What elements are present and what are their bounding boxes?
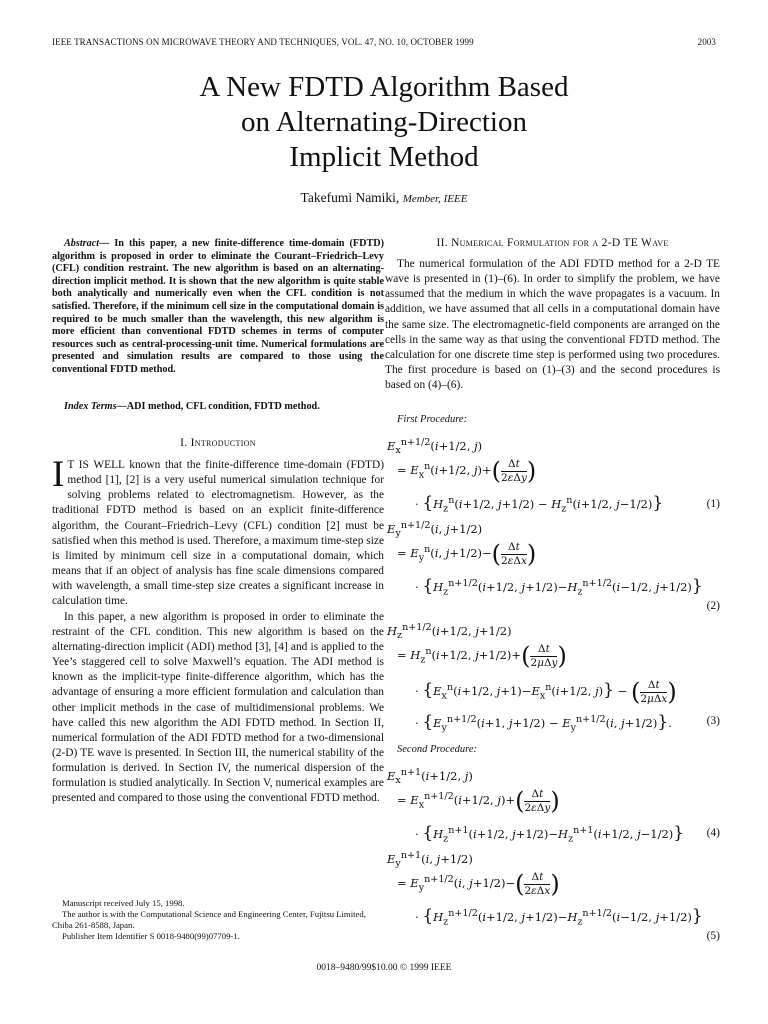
- title-line: Implicit Method: [289, 141, 479, 173]
- equation-number: (2): [706, 600, 720, 612]
- page-number: 2003: [697, 37, 716, 47]
- index-terms-label: Index Terms—: [64, 401, 127, 412]
- equation-number: (5): [706, 930, 720, 942]
- index-terms-text: ADI method, CFL condition, FDTD method.: [126, 401, 320, 412]
- footnote-affiliation: The author is with the Computational Science and Engineering Center, Fujitsu Limited, Chiba 261-8588, Japan.: [52, 909, 366, 930]
- equation-number: (4): [706, 827, 720, 839]
- author-name: Takefumi Namiki,: [300, 190, 400, 205]
- copyright-line: 0018–9480/99$10.00 © 1999 IEEE: [316, 963, 452, 973]
- second-procedure-label: Second Procedure:: [397, 744, 477, 755]
- section-heading-introduction: I. Introduction: [180, 437, 256, 449]
- introduction-body: [52, 454, 384, 807]
- equation-3: $H_z^{n+1/2}(i+1/2$, j+1/2) = $H_z^n(i+1/2$, j+1/2)+( $\frac{\Delta t}{\text{2μΔy}}$ ) · {$E_x^n(i+1/2$, $j+1)-E_x^n(i+1/2$, j)} − ( $\frac{\Delta t}{\text{2μΔx}}$ ) · {$E_y^{n+1/2}(i+1$, $j+1/2) - E_y^{n+1/2}(i$, j+1/2)}. (3): [387, 622, 720, 734]
- index-terms: [52, 401, 384, 412]
- equation-2: $E_y^{n+1/2}(i$, j+1/2) = $E_y^n(i$, j+1/2)−( $\frac{\Delta t}{\text{2εΔx}}$ ) · {$H_z^{n+1/2}(i+1/2$, $j+1/2)-H_z^{n+1/2}(i-1/2$, j+1/2)} (2): [387, 520, 720, 612]
- drop-cap: I: [52, 454, 65, 495]
- author-membership: Member, IEEE: [402, 193, 468, 205]
- abstract-label: Abstract—: [64, 238, 110, 249]
- author-line: [0, 190, 768, 206]
- intro-paragraph-1-text: T IS WELL known that the finite-difference time-domain (FDTD) method [1], [2] is a very useful numerical simulation technique for solving problems related to electromagnetism. However, as the traditional FDTD method is based on an explicit finite-difference algorithm, the Courant–Friedrich–Levy (CFL) condition [2] must be satisfied when this method is used. Therefore, a maximum time-step size is limited by minimum cell size in a computational domain, which means that if an object of analysis has fine scale dimensions compared with wavelength, a small time-step size creates a significant increase in calculation time.: [52, 459, 384, 608]
- intro-paragraph-2: In this paper, a new algorithm is proposed in order to eliminate the restraint of the CFL condition. This new algorithm is based on the alternating-direction implicit (ADI) method [3], [4] and is applied to the Yee’s staggered cell to solve Maxwell’s equation. The ADI method is known as the implicit-type finite-difference algorithm, which has the advantage of ensuring a more efficient formulation and calculation than other implicit methods in the case of multidimensional problems. We have called this new algorithm the ADI FDTD method. In Section II, numerical formulation of the ADI FDTD method for a two-dimensional (2-D) TE wave is presented. In Section III, the numerical stability of the formulation is derived. In Section IV, the numerical dispersion of the formulation is studied analytically. In Section V, numerical examples are presented and compared to those using the conventional FDTD method.: [52, 610, 384, 805]
- equation-number: (1): [706, 498, 720, 510]
- footnotes: [52, 898, 384, 942]
- formulation-paragraph: The numerical formulation of the ADI FDTD method for a 2-D TE wave is presented in (1)–(6). In order to simplify the problem, we have assumed that the medium in which the wave propagates is a vacuum. In addition, we have assumed that all cells in a computational domain have the same size. The electromagnetic-field components are arranged on the cells in the same way as that using the conventional FDTD method. The calculation for one discrete time step is performed using two procedures. The first procedure is based on (1)–(3) and the second procedures is based on (4)–(6).: [385, 258, 720, 392]
- footnote-identifier: Publisher Item Identifier S 0018-9480(99)07709-1.: [62, 931, 240, 941]
- title-line: A New FDTD Algorithm Based: [199, 71, 569, 103]
- title-line: on Alternating-Direction: [241, 106, 527, 138]
- abstract: [52, 238, 384, 377]
- equation-number: (3): [706, 715, 720, 727]
- equation-4: $E_x^{n+1}(i+1/2$, j) = $E_x^{n+1/2}(i+1/2$, j)+( $\frac{\Delta t}{\text{2εΔy}}$ ) · {$H_z^{n+1}(i+1/2$, $j+1/2)-H_z^{n+1}(i+1/2$, j−1/2)} (4): [387, 767, 720, 845]
- footnote-received: Manuscript received July 15, 1998.: [62, 898, 185, 908]
- first-procedure-label: First Procedure:: [397, 414, 468, 425]
- journal-header: IEEE TRANSACTIONS ON MICROWAVE THEORY AND TECHNIQUES, VOL. 47, NO. 10, OCTOBER 1999: [52, 37, 474, 47]
- intro-paragraph-1: [52, 454, 384, 610]
- equation-1: $E_x^{n+1/2}(i+1/2$, j) = $E_x^n(i+1/2$, j)+( $\frac{\Delta t}{\text{2εΔy}}$ ) · {$H_z^n(i+1/2$, $j+1/2) - H_z^n(i+1/2$, j−1/2)} (1): [387, 437, 720, 515]
- abstract-text: In this paper, a new finite-difference time-domain (FDTD) algorithm is proposed in order to eliminate the Courant–Friedrich–Levy (CFL) condition restraint. The new algorithm is based on an alternating-direction implicit method. It is shown that the new algorithm is quite stable both analytically and numerically even when the CFL condition is not satisfied. Therefore, if the minimum cell size in the computational domain is required to be much smaller than the wavelength, this new algorithm is more efficient than conventional FDTD schemes in terms of computer resources such as central-processing-unit time. Numerical formulations are presented and simulation results are compared to those using the conventional FDTD method.: [52, 238, 384, 375]
- paper-title: [0, 70, 768, 175]
- section-heading-formulation: II. Numerical Formulation for a 2-D TE Wave: [436, 237, 669, 249]
- formulation-body: [385, 257, 720, 393]
- equation-5: $E_y^{n+1}(i$, j+1/2) = $E_y^{n+1/2}(i$, j+1/2)−( $\frac{\Delta t}{\text{2εΔx}}$ ) · {$H_z^{n+1/2}(i+1/2$, $j+1/2)-H_z^{n+1/2}(i-1/2$, j+1/2)} (5): [387, 850, 720, 942]
